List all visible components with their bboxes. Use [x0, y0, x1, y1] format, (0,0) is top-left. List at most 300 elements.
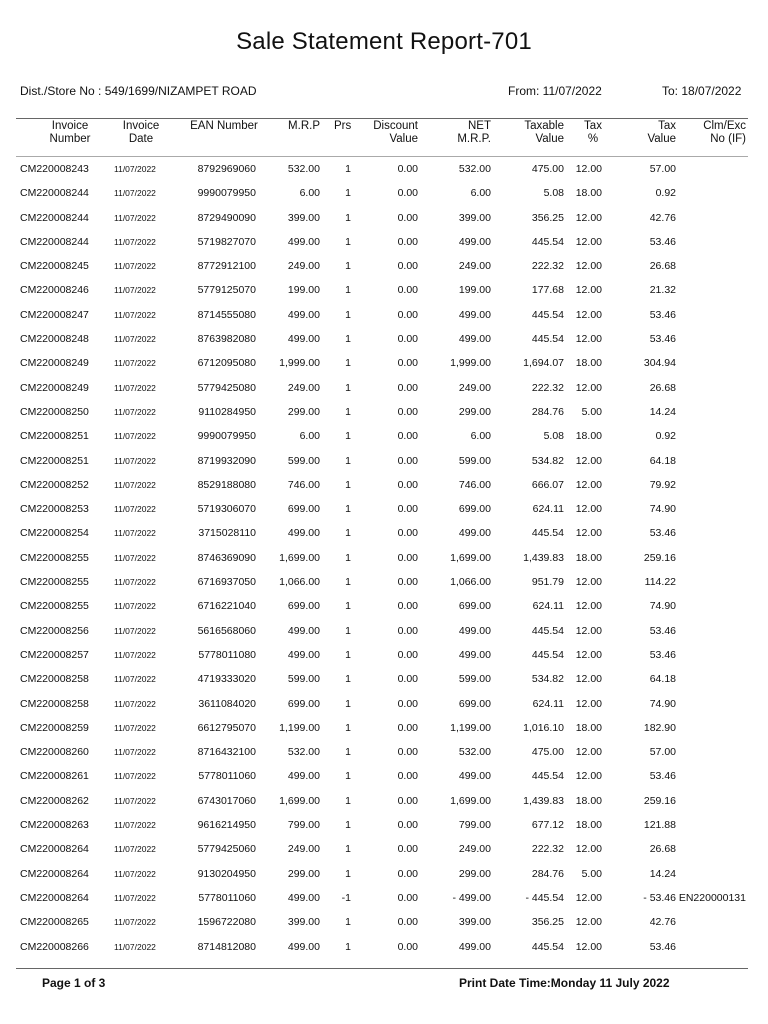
cell-taxable-value: 1,694.07 — [523, 357, 564, 370]
cell-invoice-number: CM220008257 — [20, 648, 89, 661]
cell-discount-value: 0.00 — [397, 843, 418, 856]
cell-tax-percent: 12.00 — [575, 381, 602, 394]
cell-net-mrp: 249.00 — [458, 260, 491, 273]
cell-tax-value: 0.92 — [655, 430, 676, 443]
cell-ean-number: 9990079950 — [197, 430, 256, 443]
cell-mrp: 746.00 — [287, 478, 320, 491]
table-row — [0, 840, 768, 864]
cell-mrp: 532.00 — [287, 163, 320, 175]
cell-invoice-date: 11/07/2022 — [114, 722, 156, 733]
cell-prs: 1 — [345, 843, 351, 856]
cell-tax-percent: 12.00 — [575, 454, 602, 467]
cell-discount-value: 0.00 — [397, 794, 418, 807]
cell-mrp: 699.00 — [287, 697, 320, 710]
cell-mrp: 6.00 — [299, 430, 320, 443]
cell-taxable-value: 222.32 — [531, 843, 564, 856]
cell-prs: 1 — [345, 187, 351, 200]
table-row — [0, 160, 768, 184]
cell-discount-value: 0.00 — [397, 746, 418, 759]
cell-invoice-number: CM220008255 — [20, 576, 89, 589]
cell-discount-value: 0.00 — [397, 673, 418, 686]
cell-ean-number: 8763982080 — [197, 333, 256, 346]
cell-net-mrp: 299.00 — [458, 405, 491, 418]
cell-ean-number: 8792969060 — [197, 163, 256, 175]
cell-tax-value: 53.46 — [649, 648, 676, 661]
cell-ean-number: 5616568060 — [197, 624, 256, 637]
cell-tax-value: 42.76 — [649, 211, 676, 224]
cell-discount-value: 0.00 — [397, 163, 418, 175]
cell-tax-value: 182.90 — [643, 721, 676, 734]
cell-mrp: 799.00 — [287, 819, 320, 832]
cell-tax-value: 74.90 — [649, 503, 676, 516]
cell-tax-value: 114.22 — [644, 576, 676, 589]
cell-taxable-value: 1,439.83 — [523, 551, 564, 564]
cell-prs: 1 — [345, 211, 351, 224]
cell-mrp: 249.00 — [287, 843, 320, 856]
cell-invoice-number: CM220008264 — [20, 891, 89, 904]
cell-invoice-number: CM220008247 — [20, 308, 89, 321]
cell-taxable-value: 356.25 — [531, 916, 564, 929]
cell-invoice-number: CM220008243 — [20, 163, 89, 175]
cell-discount-value: 0.00 — [397, 284, 418, 297]
table-row — [0, 938, 768, 962]
cell-invoice-date: 11/07/2022 — [114, 795, 156, 806]
cell-invoice-date: 11/07/2022 — [114, 698, 156, 709]
cell-prs: 1 — [345, 867, 351, 880]
cell-taxable-value: 624.11 — [532, 600, 564, 613]
cell-discount-value: 0.00 — [397, 357, 418, 370]
cell-prs: 1 — [345, 697, 351, 710]
table-row — [0, 889, 768, 913]
cell-prs: 1 — [345, 260, 351, 273]
cell-tax-percent: 12.00 — [575, 940, 602, 953]
cell-invoice-number: CM220008256 — [20, 624, 89, 637]
cell-tax-value: 259.16 — [643, 794, 676, 807]
cell-discount-value: 0.00 — [397, 187, 418, 200]
table-header-rule — [16, 156, 748, 157]
table-row — [0, 549, 768, 573]
cell-taxable-value: 445.54 — [531, 624, 564, 637]
cell-ean-number: 9616214950 — [197, 819, 256, 832]
cell-ean-number: 5779425060 — [197, 843, 256, 856]
cell-invoice-date: 11/07/2022 — [114, 771, 156, 782]
table-row — [0, 622, 768, 646]
cell-discount-value: 0.00 — [397, 721, 418, 734]
cell-net-mrp: 532.00 — [458, 746, 491, 759]
cell-tax-percent: 12.00 — [575, 308, 602, 321]
cell-prs: 1 — [345, 235, 351, 248]
cell-invoice-date: 11/07/2022 — [114, 868, 156, 879]
cell-invoice-number: CM220008253 — [20, 503, 89, 516]
cell-discount-value: 0.00 — [397, 551, 418, 564]
table-row — [0, 476, 768, 500]
table-row — [0, 257, 768, 281]
cell-prs: 1 — [345, 357, 351, 370]
report-title: Sale Statement Report-701 — [236, 28, 532, 55]
cell-taxable-value: 951.79 — [531, 576, 564, 589]
cell-tax-percent: 12.00 — [575, 260, 602, 273]
cell-ean-number: 5779125070 — [197, 284, 256, 297]
header-tax-percent: Tax % — [584, 120, 602, 145]
table-row — [0, 427, 768, 451]
cell-taxable-value: 445.54 — [531, 235, 564, 248]
cell-tax-percent: 12.00 — [575, 648, 602, 661]
cell-prs: 1 — [345, 721, 351, 734]
cell-taxable-value: 445.54 — [531, 770, 564, 783]
cell-invoice-date: 11/07/2022 — [114, 528, 156, 539]
cell-invoice-date: 11/07/2022 — [114, 479, 156, 490]
cell-discount-value: 0.00 — [397, 211, 418, 224]
cell-discount-value: 0.00 — [397, 405, 418, 418]
cell-ean-number: 6612795070 — [197, 721, 256, 734]
header-clm-exc-no: Clm/Exc No (IF) — [703, 120, 746, 145]
cell-mrp: 499.00 — [287, 770, 320, 783]
date-to: To: 18/07/2022 — [662, 84, 742, 98]
cell-invoice-number: CM220008252 — [20, 478, 89, 491]
cell-ean-number: 5719306070 — [197, 503, 256, 516]
cell-mrp: 249.00 — [287, 260, 320, 273]
cell-discount-value: 0.00 — [397, 624, 418, 637]
cell-invoice-date: 11/07/2022 — [114, 674, 156, 685]
cell-tax-value: 53.46 — [649, 235, 676, 248]
cell-discount-value: 0.00 — [397, 940, 418, 953]
cell-discount-value: 0.00 — [397, 867, 418, 880]
table-row — [0, 646, 768, 670]
cell-invoice-number: CM220008250 — [20, 405, 89, 418]
cell-invoice-number: CM220008260 — [20, 746, 89, 759]
cell-invoice-date: 11/07/2022 — [114, 431, 156, 442]
cell-ean-number: 5778011060 — [198, 891, 256, 904]
cell-taxable-value: 534.82 — [531, 454, 564, 467]
cell-taxable-value: 445.54 — [531, 940, 564, 953]
cell-tax-value: 53.46 — [649, 624, 676, 637]
cell-tax-value: 64.18 — [649, 673, 676, 686]
cell-prs: 1 — [345, 624, 351, 637]
cell-tax-percent: 12.00 — [575, 235, 602, 248]
cell-mrp: 399.00 — [287, 211, 320, 224]
cell-prs: 1 — [345, 940, 351, 953]
cell-discount-value: 0.00 — [397, 648, 418, 661]
header-mrp: M.R.P — [288, 120, 320, 132]
footer-rule — [16, 968, 748, 969]
cell-discount-value: 0.00 — [397, 430, 418, 443]
cell-taxable-value: 5.08 — [543, 430, 564, 443]
cell-taxable-value: 677.12 — [531, 819, 564, 832]
cell-mrp: 699.00 — [287, 503, 320, 516]
cell-invoice-date: 11/07/2022 — [114, 577, 156, 588]
cell-mrp: 1,066.00 — [279, 576, 320, 589]
cell-ean-number: 9110284950 — [198, 405, 256, 418]
cell-invoice-date: 11/07/2022 — [114, 844, 156, 855]
cell-invoice-number: CM220008249 — [20, 357, 89, 370]
table-row — [0, 816, 768, 840]
cell-mrp: 499.00 — [287, 891, 320, 904]
cell-invoice-number: CM220008244 — [20, 211, 89, 224]
cell-mrp: 1,699.00 — [279, 551, 320, 564]
cell-prs: 1 — [345, 430, 351, 443]
header-invoice-number: Invoice Number — [49, 120, 91, 145]
cell-net-mrp: 249.00 — [458, 843, 491, 856]
cell-invoice-number: CM220008248 — [20, 333, 89, 346]
cell-discount-value: 0.00 — [397, 600, 418, 613]
cell-taxable-value: 445.54 — [531, 527, 564, 540]
cell-invoice-number: CM220008266 — [20, 940, 89, 953]
cell-invoice-number: CM220008255 — [20, 600, 89, 613]
cell-invoice-number: CM220008249 — [20, 381, 89, 394]
cell-net-mrp: 499.00 — [458, 235, 491, 248]
cell-invoice-number: CM220008264 — [20, 843, 89, 856]
cell-discount-value: 0.00 — [397, 478, 418, 491]
cell-tax-value: 57.00 — [649, 746, 676, 759]
cell-tax-value: 26.68 — [649, 381, 676, 394]
cell-tax-percent: 12.00 — [575, 163, 602, 175]
cell-prs: 1 — [345, 308, 351, 321]
cell-mrp: 532.00 — [287, 746, 320, 759]
cell-net-mrp: 499.00 — [458, 308, 491, 321]
cell-invoice-number: CM220008258 — [20, 673, 89, 686]
cell-invoice-date: 11/07/2022 — [114, 917, 156, 928]
cell-tax-value: 121.88 — [643, 819, 676, 832]
cell-taxable-value: 445.54 — [531, 308, 564, 321]
cell-net-mrp: 399.00 — [458, 916, 491, 929]
table-row — [0, 743, 768, 767]
cell-tax-value: 74.90 — [649, 600, 676, 613]
cell-ean-number: 8716432100 — [197, 746, 256, 759]
cell-prs: 1 — [345, 794, 351, 807]
cell-invoice-number: CM220008265 — [20, 916, 89, 929]
cell-mrp: 1,699.00 — [279, 794, 320, 807]
cell-ean-number: 6716221040 — [197, 600, 256, 613]
cell-tax-value: 304.94 — [643, 357, 676, 370]
cell-ean-number: 4719333020 — [197, 673, 256, 686]
table-row — [0, 792, 768, 816]
cell-tax-value: 14.24 — [649, 405, 676, 418]
table-row — [0, 865, 768, 889]
cell-tax-percent: 5.00 — [581, 405, 602, 418]
cell-tax-value: - 53.46 — [643, 891, 676, 904]
cell-net-mrp: 1,699.00 — [450, 794, 491, 807]
page-number: Page 1 of 3 — [42, 976, 106, 990]
header-tax-value: Tax Value — [647, 120, 676, 145]
cell-mrp: 499.00 — [287, 235, 320, 248]
cell-discount-value: 0.00 — [397, 527, 418, 540]
cell-tax-value: 42.76 — [649, 916, 676, 929]
cell-invoice-number: CM220008263 — [20, 819, 89, 832]
cell-discount-value: 0.00 — [397, 697, 418, 710]
cell-discount-value: 0.00 — [397, 454, 418, 467]
cell-tax-percent: 12.00 — [575, 697, 602, 710]
cell-net-mrp: 399.00 — [458, 211, 491, 224]
cell-taxable-value: 222.32 — [531, 381, 564, 394]
cell-mrp: 6.00 — [299, 187, 320, 200]
cell-invoice-number: CM220008264 — [20, 867, 89, 880]
table-row — [0, 233, 768, 257]
cell-taxable-value: 534.82 — [531, 673, 564, 686]
cell-tax-percent: 12.00 — [575, 916, 602, 929]
cell-tax-value: 21.32 — [649, 284, 676, 297]
cell-ean-number: 3715028110 — [198, 527, 256, 540]
cell-mrp: 1,999.00 — [279, 357, 320, 370]
cell-taxable-value: 5.08 — [543, 187, 564, 200]
cell-tax-percent: 12.00 — [575, 503, 602, 516]
cell-net-mrp: 1,999.00 — [450, 357, 491, 370]
cell-invoice-date: 11/07/2022 — [114, 601, 156, 612]
cell-mrp: 299.00 — [287, 867, 320, 880]
cell-net-mrp: 249.00 — [458, 381, 491, 394]
cell-tax-value: 64.18 — [649, 454, 676, 467]
cell-discount-value: 0.00 — [397, 891, 418, 904]
cell-invoice-date: 11/07/2022 — [114, 552, 156, 563]
cell-tax-value: 14.24 — [649, 867, 676, 880]
table-row — [0, 403, 768, 427]
table-row — [0, 524, 768, 548]
cell-net-mrp: 599.00 — [458, 673, 491, 686]
cell-tax-value: 53.46 — [649, 333, 676, 346]
header-discount-value: Discount Value — [373, 120, 418, 145]
cell-tax-value: 259.16 — [643, 551, 676, 564]
cell-taxable-value: 475.00 — [531, 746, 564, 759]
cell-mrp: 499.00 — [287, 308, 320, 321]
print-date-time: Print Date Time:Monday 11 July 2022 — [459, 976, 670, 990]
cell-taxable-value: 356.25 — [531, 211, 564, 224]
cell-prs: 1 — [345, 600, 351, 613]
header-ean-number: EAN Number — [190, 120, 258, 132]
cell-mrp: 249.00 — [287, 381, 320, 394]
cell-discount-value: 0.00 — [397, 819, 418, 832]
cell-invoice-date: 11/07/2022 — [114, 625, 156, 636]
cell-invoice-date: 11/07/2022 — [114, 358, 156, 369]
cell-net-mrp: 499.00 — [458, 333, 491, 346]
table-row — [0, 670, 768, 694]
cell-ean-number: 8529188080 — [197, 478, 256, 491]
cell-invoice-number: CM220008244 — [20, 235, 89, 248]
cell-taxable-value: 284.76 — [531, 405, 564, 418]
table-row — [0, 695, 768, 719]
cell-prs: 1 — [345, 503, 351, 516]
table-row — [0, 281, 768, 305]
cell-ean-number: 5779425080 — [197, 381, 256, 394]
cell-prs: 1 — [345, 478, 351, 491]
cell-taxable-value: 445.54 — [531, 648, 564, 661]
header-taxable-value: Taxable Value — [524, 120, 564, 145]
table-row — [0, 330, 768, 354]
cell-invoice-number: CM220008251 — [20, 454, 89, 467]
cell-ean-number: 3611084020 — [198, 697, 256, 710]
cell-ean-number: 6712095080 — [197, 357, 256, 370]
cell-tax-value: 53.46 — [649, 770, 676, 783]
cell-discount-value: 0.00 — [397, 260, 418, 273]
cell-discount-value: 0.00 — [397, 576, 418, 589]
cell-prs: -1 — [341, 891, 351, 904]
table-row — [0, 500, 768, 524]
cell-prs: 1 — [345, 746, 351, 759]
cell-mrp: 1,199.00 — [279, 721, 320, 734]
cell-tax-percent: 12.00 — [575, 284, 602, 297]
cell-invoice-date: 11/07/2022 — [114, 649, 156, 660]
cell-invoice-date: 11/07/2022 — [114, 504, 156, 515]
cell-invoice-number: CM220008244 — [20, 187, 89, 200]
cell-prs: 1 — [345, 551, 351, 564]
cell-invoice-date: 11/07/2022 — [114, 236, 156, 247]
cell-mrp: 599.00 — [287, 673, 320, 686]
cell-tax-percent: 18.00 — [575, 551, 602, 564]
cell-net-mrp: 199.00 — [458, 284, 491, 297]
cell-ean-number: 1596722080 — [197, 916, 256, 929]
cell-discount-value: 0.00 — [397, 333, 418, 346]
cell-net-mrp: 499.00 — [458, 940, 491, 953]
cell-taxable-value: - 445.54 — [525, 891, 564, 904]
table-row — [0, 573, 768, 597]
table-row — [0, 719, 768, 743]
table-row — [0, 209, 768, 233]
cell-tax-value: 74.90 — [649, 697, 676, 710]
table-row — [0, 452, 768, 476]
cell-ean-number: 5778011060 — [198, 770, 256, 783]
cell-invoice-date: 11/07/2022 — [114, 820, 156, 831]
cell-prs: 1 — [345, 405, 351, 418]
cell-invoice-number: CM220008251 — [20, 430, 89, 443]
cell-mrp: 499.00 — [287, 527, 320, 540]
table-body — [0, 160, 768, 962]
cell-prs: 1 — [345, 454, 351, 467]
cell-taxable-value: 445.54 — [531, 333, 564, 346]
cell-ean-number: 8719932090 — [197, 454, 256, 467]
cell-net-mrp: 6.00 — [470, 187, 491, 200]
cell-ean-number: 8714812080 — [197, 940, 256, 953]
cell-net-mrp: 746.00 — [458, 478, 491, 491]
cell-prs: 1 — [345, 576, 351, 589]
cell-tax-percent: 12.00 — [575, 576, 602, 589]
cell-mrp: 299.00 — [287, 405, 320, 418]
date-from: From: 11/07/2022 — [508, 84, 602, 98]
cell-prs: 1 — [345, 770, 351, 783]
cell-tax-percent: 18.00 — [575, 721, 602, 734]
cell-invoice-date: 11/07/2022 — [114, 892, 156, 903]
cell-taxable-value: 624.11 — [532, 503, 564, 516]
cell-tax-percent: 12.00 — [575, 478, 602, 491]
cell-net-mrp: 1,699.00 — [450, 551, 491, 564]
cell-invoice-date: 11/07/2022 — [114, 285, 156, 296]
cell-invoice-number: CM220008245 — [20, 260, 89, 273]
cell-prs: 1 — [345, 284, 351, 297]
cell-tax-percent: 18.00 — [575, 187, 602, 200]
cell-tax-value: 26.68 — [649, 260, 676, 273]
cell-net-mrp: 799.00 — [458, 819, 491, 832]
cell-discount-value: 0.00 — [397, 503, 418, 516]
cell-invoice-date: 11/07/2022 — [114, 309, 156, 320]
cell-mrp: 499.00 — [287, 648, 320, 661]
cell-invoice-date: 11/07/2022 — [114, 406, 156, 417]
cell-mrp: 399.00 — [287, 916, 320, 929]
cell-tax-value: 53.46 — [649, 308, 676, 321]
cell-clm-exc-no: EN220000131 — [678, 891, 746, 904]
cell-ean-number: 5778011080 — [198, 648, 256, 661]
cell-net-mrp: 499.00 — [458, 527, 491, 540]
cell-invoice-date: 11/07/2022 — [114, 212, 156, 223]
cell-ean-number: 6716937050 — [197, 576, 256, 589]
cell-invoice-date: 11/07/2022 — [114, 455, 156, 466]
cell-ean-number: 8746369090 — [197, 551, 256, 564]
cell-invoice-date: 11/07/2022 — [114, 747, 156, 758]
cell-ean-number: 5719827070 — [197, 235, 256, 248]
cell-taxable-value: 475.00 — [531, 163, 564, 175]
cell-tax-percent: 12.00 — [575, 673, 602, 686]
cell-tax-value: 53.46 — [649, 527, 676, 540]
cell-mrp: 699.00 — [287, 600, 320, 613]
cell-taxable-value: 177.68 — [531, 284, 564, 297]
cell-mrp: 499.00 — [287, 333, 320, 346]
cell-tax-percent: 12.00 — [575, 527, 602, 540]
